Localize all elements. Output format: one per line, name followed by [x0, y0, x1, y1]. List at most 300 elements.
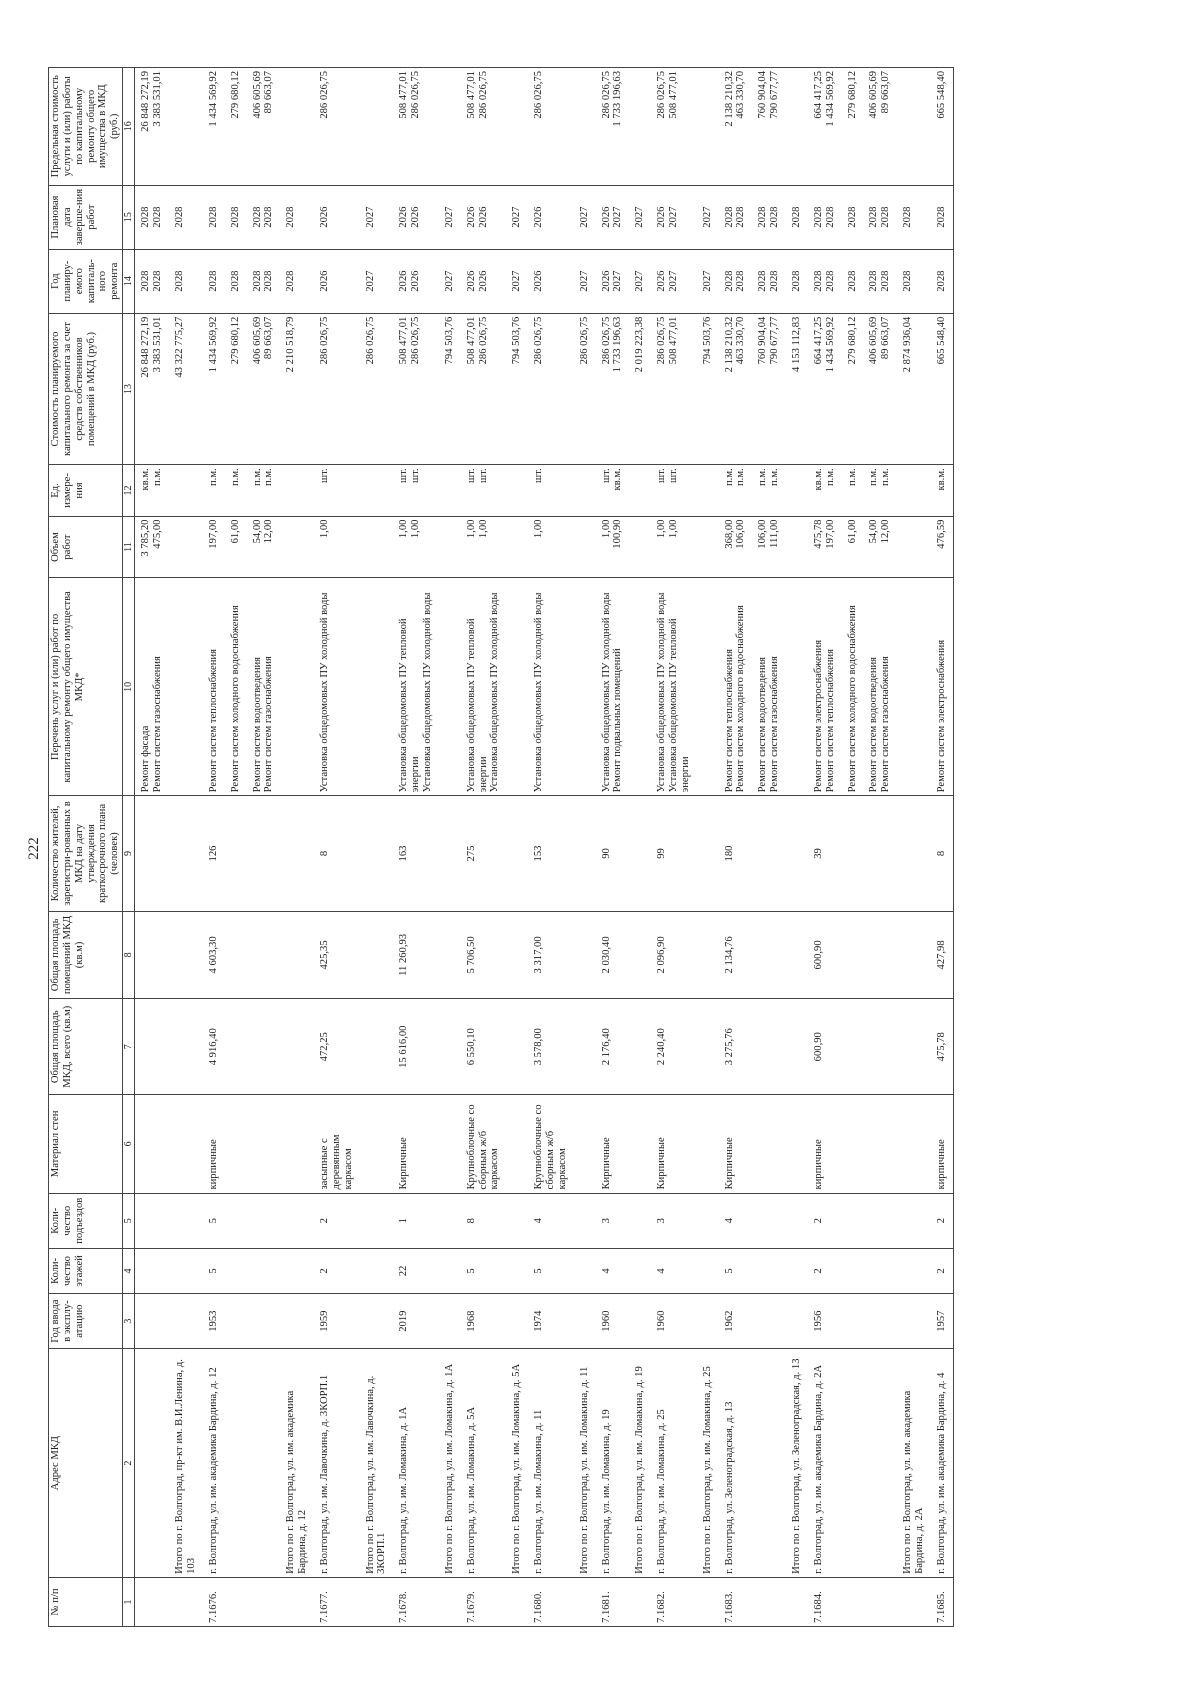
col-number: 10 [123, 578, 135, 796]
address-cell [863, 1349, 897, 1578]
wall-material-cell: кирпичные [931, 1095, 953, 1193]
residents-cell [629, 796, 651, 911]
entrances-cell [439, 1193, 461, 1249]
entrances-cell: 4 [719, 1193, 753, 1249]
address-cell [752, 1349, 786, 1578]
col-number: 5 [123, 1193, 135, 1249]
row-number-cell: 7.1680. [528, 1577, 574, 1626]
residents-cell [247, 796, 281, 911]
year-built-cell: 2019 [393, 1293, 439, 1349]
residents-cell [360, 796, 394, 911]
entrances-cell [169, 1193, 203, 1249]
rooms-area-cell [135, 911, 169, 999]
wall-material-cell: Кирпичные [596, 1095, 630, 1193]
end-date-cell: 2028 [897, 185, 931, 249]
planned-year-cell: 2028 [931, 249, 953, 313]
address-cell [225, 1349, 247, 1578]
floors-cell [280, 1249, 314, 1294]
year-built-cell: 1957 [931, 1293, 953, 1349]
col-number: 4 [123, 1249, 135, 1294]
cost-limit-cell: 406 605,69 89 663,07 [247, 68, 281, 186]
col-header: Общая площадь МКД, всего (кв.м) [49, 999, 123, 1095]
rooms-area-cell [247, 911, 281, 999]
col-number: 14 [123, 249, 135, 313]
rooms-area-cell [280, 911, 314, 999]
address-cell: г. Волгоград, ул. им. академика Бардина, д. 2А [808, 1349, 842, 1578]
planned-cost-cell: 2 019 223,38 [629, 313, 651, 465]
unit-cell: п.м. п.м. [719, 465, 753, 516]
cost-limit-cell [280, 68, 314, 186]
wall-material-cell [360, 1095, 394, 1193]
col-number: 2 [123, 1349, 135, 1578]
unit-cell: шт. кв.м. [596, 465, 630, 516]
year-built-cell [169, 1293, 203, 1349]
cost-limit-cell: 26 848 272,19 3 383 531,01 [135, 68, 169, 186]
rooms-area-cell [169, 911, 203, 999]
rooms-area-cell [863, 911, 897, 999]
year-built-cell [360, 1293, 394, 1349]
end-date-cell: 2026 2026 [393, 185, 439, 249]
floors-cell: 2 [931, 1249, 953, 1294]
total-area-cell [752, 999, 786, 1095]
rooms-area-cell: 4 603,30 [203, 911, 225, 999]
entrances-cell [135, 1193, 169, 1249]
address-cell: г. Волгоград, ул. им. Ломакина, д. 19 [596, 1349, 630, 1578]
residents-cell: 8 [931, 796, 953, 911]
address-cell: г. Волгоград, ул. Зеленоградская, д. 13 [719, 1349, 753, 1578]
table-row [574, 68, 596, 1627]
entrances-cell [247, 1193, 281, 1249]
work-type-cell: Установка общедомовых ПУ холодной воды [528, 578, 574, 796]
work-volume-cell: 3 785,20 475,00 [135, 516, 169, 578]
unit-cell [697, 465, 719, 516]
table-row [719, 68, 753, 1627]
floors-cell [247, 1249, 281, 1294]
col-number: 8 [123, 911, 135, 999]
end-date-cell: 2028 [842, 185, 864, 249]
work-type-cell [506, 578, 528, 796]
residents-cell [280, 796, 314, 911]
work-volume-cell: 106,00 111,00 [752, 516, 786, 578]
work-volume-cell [169, 516, 203, 578]
total-area-cell [574, 999, 596, 1095]
residents-cell [897, 796, 931, 911]
table-row [439, 68, 461, 1627]
table-row [169, 68, 203, 1627]
total-area-cell: 475,78 [931, 999, 953, 1095]
table-row [808, 68, 842, 1627]
rooms-area-cell: 5 706,50 [461, 911, 507, 999]
row-number-cell [135, 1577, 169, 1626]
wall-material-cell [697, 1095, 719, 1193]
wall-material-cell [786, 1095, 808, 1193]
residents-cell: 180 [719, 796, 753, 911]
address-cell: Итого по г. Волгоград, ул. им. Ломакина, д. 5А [506, 1349, 528, 1578]
col-header: № п/п [49, 1577, 123, 1626]
row-number-cell [697, 1577, 719, 1626]
rooms-area-cell: 3 317,00 [528, 911, 574, 999]
row-number-cell [574, 1577, 596, 1626]
planned-cost-cell: 2 138 210,32 463 330,70 [719, 313, 753, 465]
planned-cost-cell: 286 026,75 [574, 313, 596, 465]
entrances-cell: 3 [651, 1193, 697, 1249]
work-type-cell: Установка общедомовых ПУ тепловой энергии Установка общедомовых ПУ холодной воды [461, 578, 507, 796]
address-cell: Итого по г. Волгоград, ул. Зеленоградская, д. 13 [786, 1349, 808, 1578]
year-built-cell [506, 1293, 528, 1349]
wall-material-cell: Кирпичные [651, 1095, 697, 1193]
address-cell: г. Волгоград, ул. им. Лавочкина, д. 3КОРП.1 [314, 1349, 360, 1578]
unit-cell [629, 465, 651, 516]
row-number-cell [247, 1577, 281, 1626]
col-header: Год ввода в эксплу-атацию [49, 1293, 123, 1349]
year-built-cell [574, 1293, 596, 1349]
planned-year-cell: 2028 2028 [808, 249, 842, 313]
work-volume-cell: 54,00 12,00 [863, 516, 897, 578]
planned-year-cell: 2028 2028 [863, 249, 897, 313]
work-volume-cell [574, 516, 596, 578]
rooms-area-cell [786, 911, 808, 999]
planned-cost-cell: 2 874 936,04 [897, 313, 931, 465]
planned-year-cell: 2028 [280, 249, 314, 313]
row-number-cell [225, 1577, 247, 1626]
row-number-cell [842, 1577, 864, 1626]
residents-cell [574, 796, 596, 911]
col-header: Материал стен [49, 1095, 123, 1193]
floors-cell [863, 1249, 897, 1294]
year-built-cell: 1953 [203, 1293, 225, 1349]
unit-cell: кв.м. [931, 465, 953, 516]
planned-year-cell: 2027 [574, 249, 596, 313]
floors-cell: 4 [596, 1249, 630, 1294]
work-type-cell [280, 578, 314, 796]
end-date-cell: 2028 [931, 185, 953, 249]
row-number-cell: 7.1685. [931, 1577, 953, 1626]
end-date-cell: 2028 [203, 185, 225, 249]
work-volume-cell [280, 516, 314, 578]
residents-cell: 99 [651, 796, 697, 911]
table-row [360, 68, 394, 1627]
planned-cost-cell: 665 548,40 [931, 313, 953, 465]
total-area-cell: 3 578,00 [528, 999, 574, 1095]
entrances-cell: 2 [931, 1193, 953, 1249]
residents-cell [439, 796, 461, 911]
wall-material-cell [629, 1095, 651, 1193]
row-number-cell: 7.1683. [719, 1577, 753, 1626]
planned-year-cell: 2027 [697, 249, 719, 313]
end-date-cell: 2026 2027 [596, 185, 630, 249]
end-date-cell: 2028 [169, 185, 203, 249]
entrances-cell [280, 1193, 314, 1249]
cost-limit-cell [897, 68, 931, 186]
repair-register-table [48, 67, 954, 1627]
cost-limit-cell: 665 548,40 [931, 68, 953, 186]
planned-cost-cell: 43 322 775,27 [169, 313, 203, 465]
col-number: 3 [123, 1293, 135, 1349]
unit-cell [786, 465, 808, 516]
work-type-cell [574, 578, 596, 796]
unit-cell [360, 465, 394, 516]
entrances-cell [574, 1193, 596, 1249]
total-area-cell: 15 616,00 [393, 999, 439, 1095]
work-volume-cell: 1,00 [528, 516, 574, 578]
row-number-cell [863, 1577, 897, 1626]
work-type-cell [897, 578, 931, 796]
work-type-cell: Ремонт систем теплоснабжения Ремонт систем холодного водоснабжения [719, 578, 753, 796]
year-built-cell [135, 1293, 169, 1349]
rooms-area-cell [897, 911, 931, 999]
residents-cell: 153 [528, 796, 574, 911]
work-volume-cell [786, 516, 808, 578]
year-built-cell [439, 1293, 461, 1349]
row-number-cell [280, 1577, 314, 1626]
cost-limit-cell [786, 68, 808, 186]
planned-year-cell: 2027 [360, 249, 394, 313]
col-header: Коли-чество подъездов [49, 1193, 123, 1249]
cost-limit-cell [439, 68, 461, 186]
end-date-cell: 2026 2026 [461, 185, 507, 249]
planned-year-cell: 2026 [528, 249, 574, 313]
table-row [247, 68, 281, 1627]
entrances-cell [897, 1193, 931, 1249]
rooms-area-cell: 2 096,90 [651, 911, 697, 999]
address-cell: г. Волгоград, ул. им. академика Бардина, д. 12 [203, 1349, 225, 1578]
wall-material-cell [169, 1095, 203, 1193]
floors-cell [574, 1249, 596, 1294]
wall-material-cell: кирпичные [808, 1095, 842, 1193]
entrances-cell: 2 [808, 1193, 842, 1249]
wall-material-cell [135, 1095, 169, 1193]
table-row [629, 68, 651, 1627]
work-type-cell [169, 578, 203, 796]
entrances-cell: 2 [314, 1193, 360, 1249]
work-type-cell: Установка общедомовых ПУ холодной воды Установка общедомовых ПУ тепловой энергии [651, 578, 697, 796]
planned-year-cell: 2026 [314, 249, 360, 313]
floors-cell [225, 1249, 247, 1294]
page-number: 222 [26, 837, 42, 860]
residents-cell [169, 796, 203, 911]
floors-cell [629, 1249, 651, 1294]
work-type-cell [360, 578, 394, 796]
unit-cell [280, 465, 314, 516]
rooms-area-cell: 11 260,93 [393, 911, 439, 999]
address-cell [135, 1349, 169, 1578]
entrances-cell: 3 [596, 1193, 630, 1249]
total-area-cell [506, 999, 528, 1095]
rooms-area-cell [842, 911, 864, 999]
rooms-area-cell: 2 134,76 [719, 911, 753, 999]
unit-cell [169, 465, 203, 516]
unit-cell [506, 465, 528, 516]
address-cell: Итого по г. Волгоград, ул. им. Ломакина, д. 11 [574, 1349, 596, 1578]
table-row [393, 68, 439, 1627]
row-number-cell [752, 1577, 786, 1626]
entrances-cell [863, 1193, 897, 1249]
planned-cost-cell: 26 848 272,19 3 383 531,01 [135, 313, 169, 465]
work-volume-cell [629, 516, 651, 578]
col-number: 7 [123, 999, 135, 1095]
table-row [314, 68, 360, 1627]
floors-cell [842, 1249, 864, 1294]
wall-material-cell: кирпичные [203, 1095, 225, 1193]
year-built-cell: 1960 [596, 1293, 630, 1349]
work-volume-cell [439, 516, 461, 578]
address-cell: Итого по г. Волгоград, ул. им. Ломакина, д. 1А [439, 1349, 461, 1578]
rooms-area-cell: 2 030,40 [596, 911, 630, 999]
col-header: Предельная стоимость услуги и (или) работы по капитальному ремонту общего имущества в МКД (руб.) [49, 68, 123, 186]
work-type-cell [697, 578, 719, 796]
year-built-cell [629, 1293, 651, 1349]
cost-limit-cell [697, 68, 719, 186]
col-number: 1 [123, 1577, 135, 1626]
planned-cost-cell: 664 417,25 1 434 569,92 [808, 313, 842, 465]
wall-material-cell: Крупноблочные со сборным ж/б каркасом [461, 1095, 507, 1193]
rooms-area-cell [439, 911, 461, 999]
work-volume-cell: 61,00 [842, 516, 864, 578]
work-volume-cell: 1,00 100,90 [596, 516, 630, 578]
entrances-cell [842, 1193, 864, 1249]
row-number-cell: 7.1679. [461, 1577, 507, 1626]
cost-limit-cell: 286 026,75 [314, 68, 360, 186]
year-built-cell [225, 1293, 247, 1349]
planned-year-cell: 2028 2028 [135, 249, 169, 313]
floors-cell: 5 [461, 1249, 507, 1294]
year-built-cell [280, 1293, 314, 1349]
work-type-cell: Ремонт систем электроснабжения [931, 578, 953, 796]
entrances-cell [360, 1193, 394, 1249]
work-type-cell: Установка общедомовых ПУ холодной воды [314, 578, 360, 796]
col-number: 15 [123, 185, 135, 249]
total-area-cell: 6 550,10 [461, 999, 507, 1095]
table-row [863, 68, 897, 1627]
total-area-cell [897, 999, 931, 1095]
unit-cell: п.м. п.м. [863, 465, 897, 516]
end-date-cell: 2028 2028 [808, 185, 842, 249]
total-area-cell [247, 999, 281, 1095]
floors-cell [786, 1249, 808, 1294]
entrances-cell: 1 [393, 1193, 439, 1249]
col-header: Плановая дата заверше-ния работ [49, 185, 123, 249]
total-area-cell: 2 240,40 [651, 999, 697, 1095]
wall-material-cell [897, 1095, 931, 1193]
table-row [651, 68, 697, 1627]
row-number-cell [169, 1577, 203, 1626]
rooms-area-cell [752, 911, 786, 999]
planned-year-cell: 2026 2027 [596, 249, 630, 313]
table-row [752, 68, 786, 1627]
work-type-cell [439, 578, 461, 796]
entrances-cell: 8 [461, 1193, 507, 1249]
col-header: Стоимость планируемого капитального ремонта за счет средств собственников помещений в МКД (руб.) [49, 313, 123, 465]
residents-cell: 275 [461, 796, 507, 911]
total-area-cell [629, 999, 651, 1095]
wall-material-cell: Кирпичные [393, 1095, 439, 1193]
row-number-cell: 7.1676. [203, 1577, 225, 1626]
planned-cost-cell: 794 503,76 [697, 313, 719, 465]
floors-cell [360, 1249, 394, 1294]
work-type-cell: Ремонт систем электроснабжения Ремонт систем теплоснабжения [808, 578, 842, 796]
end-date-cell: 2028 2028 [752, 185, 786, 249]
unit-cell: п.м. [842, 465, 864, 516]
rooms-area-cell: 427,98 [931, 911, 953, 999]
planned-cost-cell: 794 503,76 [439, 313, 461, 465]
wall-material-cell [863, 1095, 897, 1193]
floors-cell: 4 [651, 1249, 697, 1294]
work-volume-cell: 1,00 1,00 [461, 516, 507, 578]
residents-cell: 163 [393, 796, 439, 911]
planned-year-cell: 2028 2028 [719, 249, 753, 313]
residents-cell [506, 796, 528, 911]
column-number-row [123, 68, 135, 1627]
end-date-cell: 2028 2028 [247, 185, 281, 249]
table-row [461, 68, 507, 1627]
end-date-cell: 2027 [697, 185, 719, 249]
address-cell: г. Волгоград, ул. им. Ломакина, д. 11 [528, 1349, 574, 1578]
planned-year-cell: 2028 [842, 249, 864, 313]
total-area-cell: 472,25 [314, 999, 360, 1095]
unit-cell: п.м. п.м. [247, 465, 281, 516]
planned-cost-cell: 286 026,75 508 477,01 [651, 313, 697, 465]
total-area-cell: 600,90 [808, 999, 842, 1095]
col-header: Ед. измере-ния [49, 465, 123, 516]
table-row [225, 68, 247, 1627]
work-type-cell: Ремонт систем водоотведения Ремонт систем газоснабжения [752, 578, 786, 796]
col-number: 16 [123, 68, 135, 186]
address-cell: Итого по г. Волгоград, ул. им. Лавочкина, д. 3КОРП.1 [360, 1349, 394, 1578]
planned-cost-cell: 286 026,75 [360, 313, 394, 465]
planned-cost-cell: 279 680,12 [225, 313, 247, 465]
col-header: Объем работ [49, 516, 123, 578]
table-row [697, 68, 719, 1627]
unit-cell: п.м. [225, 465, 247, 516]
col-header: Год планиру-емого капиталь-ного ремонта [49, 249, 123, 313]
work-volume-cell: 1,00 1,00 [393, 516, 439, 578]
wall-material-cell [752, 1095, 786, 1193]
planned-cost-cell: 508 477,01 286 026,75 [393, 313, 439, 465]
address-cell: г. Волгоград, ул. им. Ломакина, д. 1А [393, 1349, 439, 1578]
row-number-cell [786, 1577, 808, 1626]
total-area-cell [225, 999, 247, 1095]
address-cell [247, 1349, 281, 1578]
planned-cost-cell: 286 026,75 1 733 196,63 [596, 313, 630, 465]
register-body [135, 68, 953, 1627]
entrances-cell [752, 1193, 786, 1249]
table-row [842, 68, 864, 1627]
year-built-cell [786, 1293, 808, 1349]
work-type-cell: Ремонт систем теплоснабжения [203, 578, 225, 796]
cost-limit-cell: 406 605,69 89 663,07 [863, 68, 897, 186]
col-header: Количество жителей, зарегистри-рованных в МКД на дату утверждения краткосрочного плана (человек) [49, 796, 123, 911]
total-area-cell: 4 916,40 [203, 999, 225, 1095]
floors-cell [506, 1249, 528, 1294]
rooms-area-cell [629, 911, 651, 999]
cost-limit-cell [506, 68, 528, 186]
col-header: Адрес МКД [49, 1349, 123, 1578]
floors-cell [439, 1249, 461, 1294]
end-date-cell: 2028 [225, 185, 247, 249]
rooms-area-cell [225, 911, 247, 999]
total-area-cell [786, 999, 808, 1095]
work-type-cell: Ремонт систем водоотведения Ремонт систем газоснабжения [247, 578, 281, 796]
row-number-cell: 7.1677. [314, 1577, 360, 1626]
col-number: 9 [123, 796, 135, 911]
work-volume-cell: 368,00 106,00 [719, 516, 753, 578]
total-area-cell [697, 999, 719, 1095]
table-row [786, 68, 808, 1627]
entrances-cell [629, 1193, 651, 1249]
work-volume-cell: 1,00 [314, 516, 360, 578]
work-volume-cell: 54,00 12,00 [247, 516, 281, 578]
residents-cell: 126 [203, 796, 225, 911]
